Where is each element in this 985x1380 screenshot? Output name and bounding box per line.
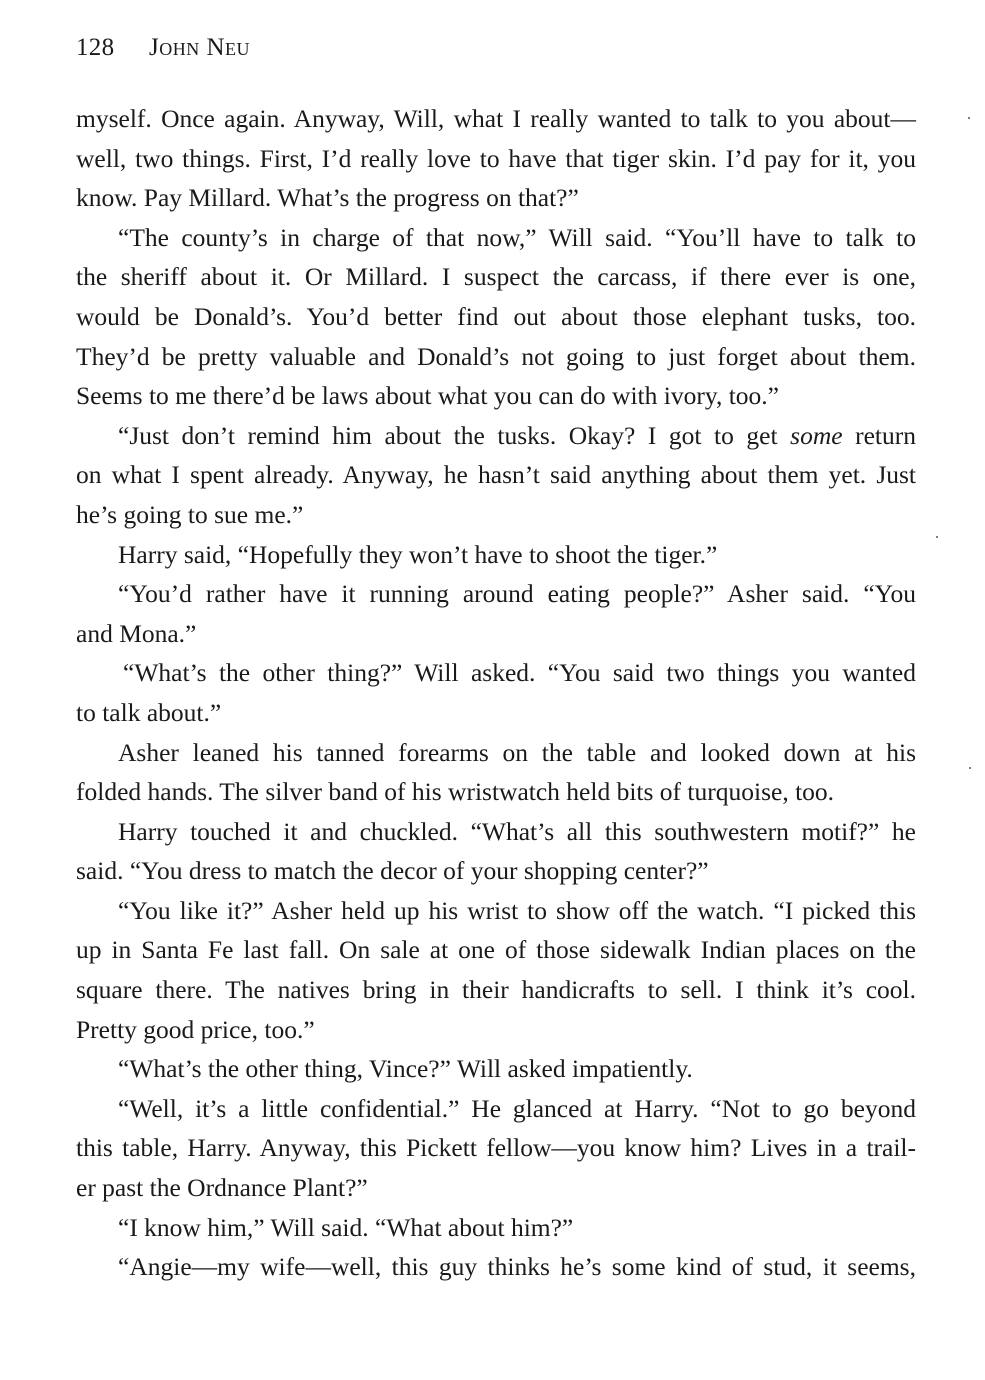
text-line: know. Pay Millard. What’s the progress on that?” bbox=[76, 183, 579, 213]
text-line: Asher leaned his tanned forearms on the table and looked down at his bbox=[118, 737, 916, 767]
text-line: he’s going to sue me.” bbox=[76, 499, 304, 529]
text-segment: “Just don’t remind him about the tusks. Okay? I got to get bbox=[118, 420, 791, 450]
text-line: this table, Harry. Anyway, this Pickett fellow—you know him? Lives in a trail- bbox=[76, 1133, 916, 1163]
text-line: up in Santa Fe last fall. On sale at one of those sidewalk Indian places on the bbox=[76, 935, 916, 965]
text-line bbox=[76, 416, 916, 456]
text-line: er past the Ordnance Plant?” bbox=[76, 1173, 368, 1203]
running-head bbox=[76, 34, 250, 62]
author-name: John Neu bbox=[148, 34, 250, 61]
text-line: said. “You dress to match the decor of your shopping center?” bbox=[76, 856, 709, 886]
text-line: Harry touched it and chuckled. “What’s all this southwestern motif?” he bbox=[118, 816, 916, 846]
text-line: square there. The natives bring in their handicrafts to sell. I think it’s cool. bbox=[76, 975, 916, 1005]
text-line: to talk about.” bbox=[76, 697, 222, 727]
text-line: and Mona.” bbox=[76, 618, 197, 648]
text-line: Harry said, “Hopefully they won’t have to shoot the tiger.” bbox=[118, 539, 718, 569]
emphasis-text: some bbox=[790, 420, 843, 450]
scan-speck bbox=[968, 117, 970, 119]
text-line: on what I spent already. Anyway, he hasn’t said anything about them yet. Just bbox=[76, 460, 916, 490]
scan-speck bbox=[969, 767, 971, 769]
text-line: the sheriff about it. Or Millard. I suspect the carcass, if there ever is one, bbox=[76, 262, 916, 292]
text-segment: return bbox=[842, 420, 917, 450]
text-line: folded hands. The silver band of his wristwatch held bits of turquoise, too. bbox=[76, 777, 835, 807]
text-line: “The county’s in charge of that now,” Will said. “You’ll have to talk to bbox=[118, 222, 916, 252]
text-line: They’d be pretty valuable and Donald’s not going to just forget about them. bbox=[76, 341, 916, 371]
text-body bbox=[76, 99, 916, 1287]
text-line: would be Donald’s. You’d better find out about those elephant tusks, too. bbox=[76, 301, 916, 331]
text-line: myself. Once again. Anyway, Will, what I really wanted to talk to you about— bbox=[76, 104, 916, 133]
text-line: “What’s the other thing, Vince?” Will asked impatiently. bbox=[118, 1054, 693, 1084]
text-line: Seems to me there’d be laws about what you can do with ivory, too.” bbox=[76, 381, 779, 411]
text-line: Pretty good price, too.” bbox=[76, 1014, 315, 1044]
text-line: “You’d rather have it running around eating people?” Asher said. “You bbox=[118, 579, 916, 609]
page-number: 128 bbox=[76, 34, 115, 61]
text-line: “Well, it’s a little confidential.” He glanced at Harry. “Not to go beyond bbox=[118, 1093, 916, 1123]
text-line: well, two things. First, I’d really love to have that tiger skin. I’d pay for it, you bbox=[76, 143, 916, 173]
text-line: “I know him,” Will said. “What about him?” bbox=[118, 1212, 574, 1242]
text-line: “What’s the other thing?” Will asked. “You said two things you wanted bbox=[123, 658, 916, 688]
text-line: “You like it?” Asher held up his wrist to show off the watch. “I picked this bbox=[118, 895, 916, 925]
text-line: “Angie—my wife—well, this guy thinks he’s some kind of stud, it seems, bbox=[118, 1252, 916, 1282]
scan-speck bbox=[936, 536, 938, 538]
